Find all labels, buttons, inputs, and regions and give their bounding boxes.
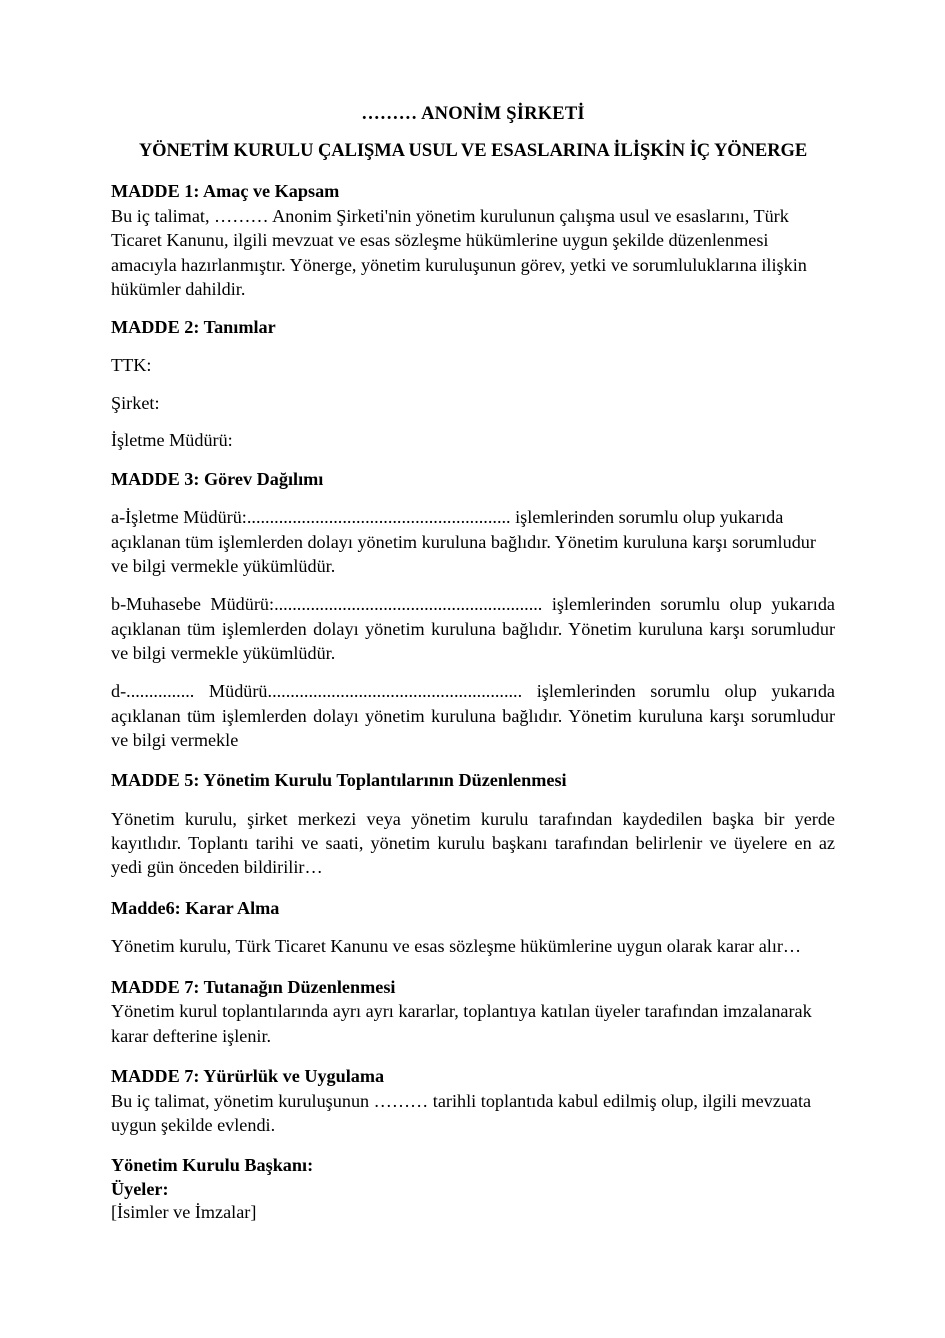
- heading-madde-7-tutanak: MADDE 7: Tutanağın Düzenlenmesi: [111, 976, 396, 997]
- members-signature-label: Üyeler:: [111, 1178, 169, 1199]
- definition-isletme-muduru: İşletme Müdürü:: [111, 430, 233, 451]
- signature-block: [111, 1154, 835, 1225]
- document-subtitle: YÖNETİM KURULU ÇALIŞMA USUL VE ESASLARINA İLİŞKİN İÇ YÖNERGE: [138, 140, 808, 161]
- heading-madde-7-yururluk: MADDE 7: Yürürlük ve Uygulama: [111, 1065, 385, 1086]
- heading-madde-6: Madde6: Karar Alma: [111, 897, 280, 918]
- body-madde-7-tutanak: Yönetim kurul toplantılarında ayrı ayrı kararlar, toplantıya katılan üyeler tarafından imzalanarak karar defterine işlenir.: [111, 1001, 812, 1046]
- body-madde-5: Yönetim kurulu, şirket merkezi veya yönetim kurulu tarafından kaydedilen başka bir yerde kayıtlıdır. Toplantı tarihi ve saati, yönetim kurulu başkanı tarafından belirlenir ve üyelere en az yedi gün önceden bildirilir…: [111, 808, 835, 878]
- heading-madde-1: MADDE 1: Amaç ve Kapsam: [111, 181, 340, 202]
- company-title: ……… ANONİM ŞİRKETİ: [361, 104, 585, 124]
- item-isletme-muduru: a-İşletme Müdürü:.......................................................... işlemlerinden sorumlu olup yukarıda açıklanan tüm işlemlerden dolayı yönetim kuruluna bağlıdır. Yönetim kuruluna karşı sorumludur ve bilgi vermekle yükümlüdür.: [111, 507, 816, 577]
- definition-ttk: TTK:: [111, 354, 152, 375]
- heading-madde-5: MADDE 5: Yönetim Kurulu Toplantılarının Düzenlenmesi: [111, 770, 567, 791]
- definition-sirket: Şirket:: [111, 392, 160, 413]
- item-muhasebe-muduru: b-Muhasebe Müdürü:........................................................... işlemlerinden sorumlu olup yukarıda açıklanan tüm işlemlerden dolayı yönetim kuruluna bağlıdır. Yönetim kuruluna karşı sorumludur ve bilgi vermekle yükümlüdür.: [111, 594, 835, 663]
- heading-madde-2: MADDE 2: Tanımlar: [111, 317, 276, 338]
- body-madde-6: Yönetim kurulu, Türk Ticaret Kanunu ve esas sözleşme hükümlerine uygun olarak karar alır…: [111, 936, 802, 957]
- heading-madde-3: MADDE 3: Görev Dağılımı: [111, 468, 324, 489]
- body-madde-1: Bu iç talimat, ……… Anonim Şirketi'nin yönetim kurulunun çalışma usul ve esaslarını, Türk Ticaret Kanunu, ilgili mevzuat ve esas sözleşme hükümlerine uygun şekilde düzenlenmesi amacıyla hazırlanmıştır. Yönerge, yönetim kuruluşunun görev, yetki ve sorumluluklarına ilişkin hükümler dahildir.: [111, 206, 807, 299]
- item-diger-muduru: d-............... Müdürü........................................................ işlemlerinden sorumlu olup yukarıda açıklanan tüm işlemlerden dolayı yönetim kuruluna bağlıdır. Yönetim kuruluna karşı sorumludur ve bilgi vermekle: [111, 681, 835, 750]
- document-body: [111, 103, 835, 1225]
- signature-placeholder: [İsimler ve İmzalar]: [111, 1202, 257, 1223]
- chairman-signature-label: Yönetim Kurulu Başkanı:: [111, 1155, 314, 1176]
- body-madde-7-yururluk: Bu iç talimat, yönetim kuruluşunun ……… tarihli toplantıda kabul edilmiş olup, ilgili mevzuata uygun şekilde evlendi.: [111, 1090, 812, 1135]
